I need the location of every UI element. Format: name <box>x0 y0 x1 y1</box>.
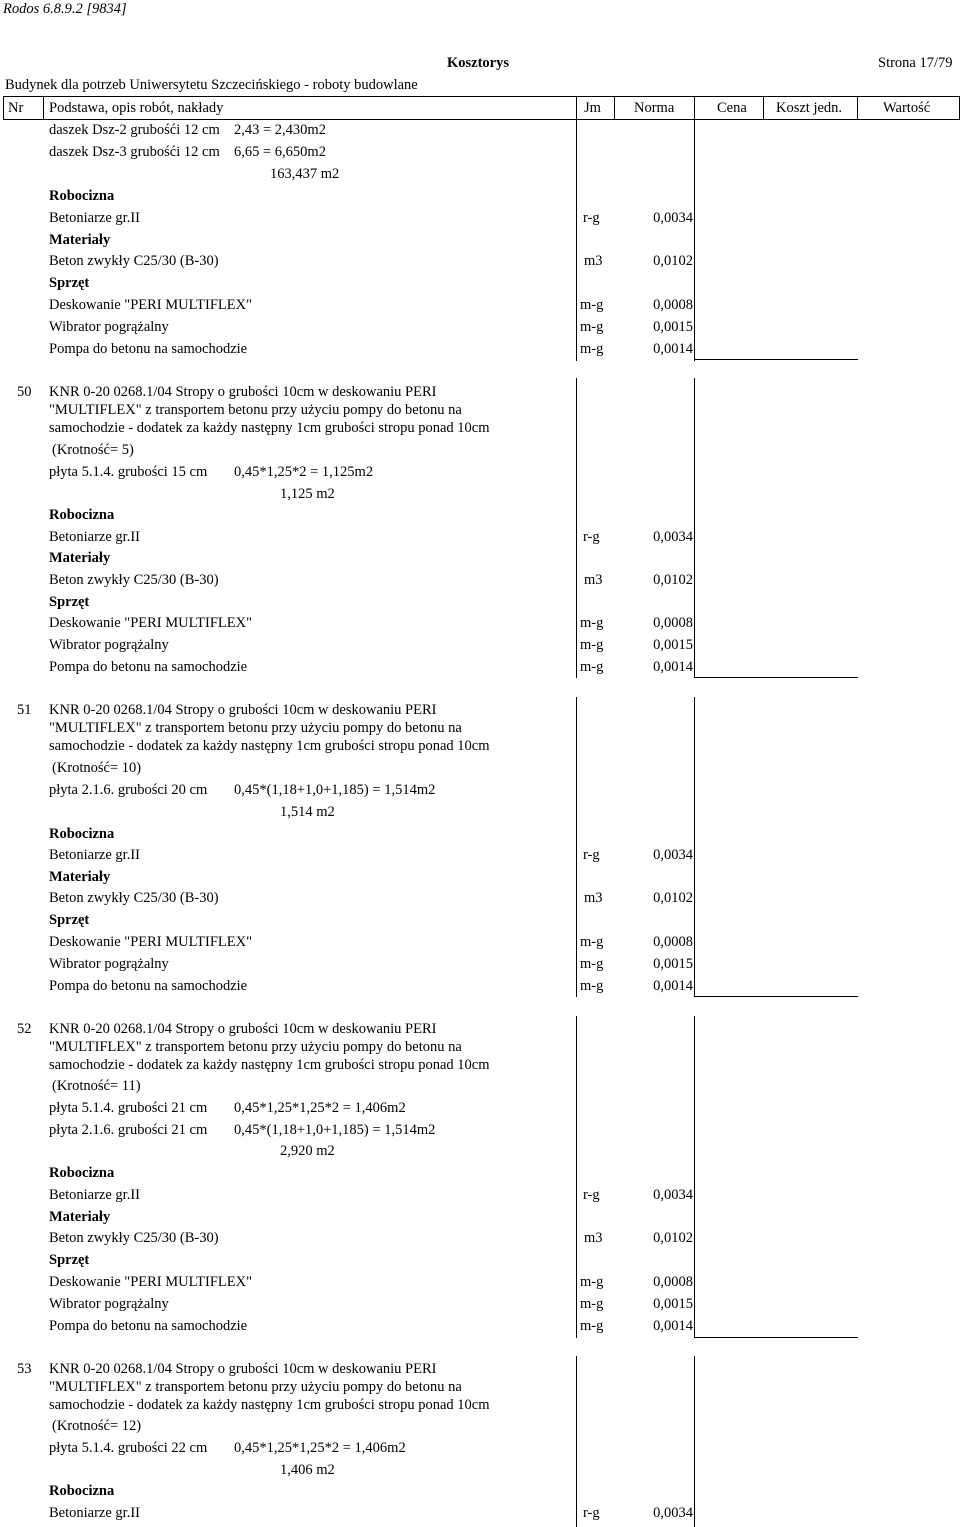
measurement-calc: 0,45*1,25*2 = 1,125m2 <box>234 464 374 480</box>
resource-norm: 0,0014 <box>653 978 693 994</box>
page-number: Strona 17/79 <box>878 55 953 71</box>
measurement-calc: 6,65 = 6,650m2 <box>234 144 326 160</box>
resource-unit: m-g <box>580 956 604 972</box>
measurement-label: płyta 5.1.4. grubości 22 cm <box>49 1440 208 1456</box>
materials-heading: Materiały <box>49 1209 111 1225</box>
item-number: 50 <box>17 384 32 400</box>
resource-norm: 0,0034 <box>653 1505 693 1521</box>
resource-norm: 0,0008 <box>653 1274 693 1290</box>
resource-unit: m-g <box>580 978 604 994</box>
resource-norm: 0,0014 <box>653 341 693 357</box>
labor-heading: Robocizna <box>49 1165 115 1181</box>
resource-unit: m-g <box>580 615 604 631</box>
item-multiplier: (Krotność= 12) <box>52 1418 142 1434</box>
resource-name: Beton zwykły C25/30 (B-30) <box>49 572 219 588</box>
resource-unit: m3 <box>584 890 603 906</box>
item-description-line: samochodzie - dodatek za każdy następny 1cm grubości stropu ponad 10cm <box>49 738 490 754</box>
resource-norm: 0,0102 <box>653 572 693 588</box>
resource-name: Wibrator pogrążalny <box>49 956 169 972</box>
materials-heading: Materiały <box>49 550 111 566</box>
resource-name: Beton zwykły C25/30 (B-30) <box>49 1230 219 1246</box>
resource-name: Beton zwykły C25/30 (B-30) <box>49 253 219 269</box>
item-description-line: "MULTIFLEX" z transportem betonu przy użyciu pompy do betonu na <box>49 720 462 736</box>
col-price-header: Cena <box>717 100 747 116</box>
project-title: Budynek dla potrzeb Uniwersytetu Szczecińskiego - roboty budowlane <box>5 77 418 93</box>
measurement-calc: 0,45*1,25*1,25*2 = 1,406m2 <box>234 1440 406 1456</box>
resource-norm: 0,0015 <box>653 637 693 653</box>
resource-name: Wibrator pogrążalny <box>49 319 169 335</box>
resource-unit: r-g <box>583 210 600 226</box>
resource-norm: 0,0102 <box>653 253 693 269</box>
equipment-heading: Sprzęt <box>49 594 90 610</box>
resource-norm: 0,0102 <box>653 1230 693 1246</box>
resource-norm: 0,0034 <box>653 847 693 863</box>
resource-name: Pompa do betonu na samochodzie <box>49 659 248 675</box>
resource-name: Betoniarze gr.II <box>49 847 140 863</box>
resource-name: Betoniarze gr.II <box>49 529 140 545</box>
resource-name: Pompa do betonu na samochodzie <box>49 978 248 994</box>
measurement-label: płyta 5.1.4. grubości 21 cm <box>49 1100 208 1116</box>
resource-name: Deskowanie "PERI MULTIFLEX" <box>49 1274 253 1290</box>
labor-heading: Robocizna <box>49 826 115 842</box>
labor-heading: Robocizna <box>49 188 115 204</box>
measurement-label: daszek Dsz-2 grubośći 12 cm <box>49 122 220 138</box>
resource-unit: m-g <box>580 297 604 313</box>
item-description-line: "MULTIFLEX" z transportem betonu przy użyciu pompy do betonu na <box>49 1039 462 1055</box>
resource-unit: m-g <box>580 319 604 335</box>
col-value-header: Wartość <box>883 100 931 116</box>
item-number: 52 <box>17 1021 32 1037</box>
measurement-label: płyta 2.1.6. grubości 20 cm <box>49 782 208 798</box>
quantity-total: 1,514 m2 <box>280 804 335 820</box>
resource-norm: 0,0015 <box>653 1296 693 1312</box>
materials-heading: Materiały <box>49 232 111 248</box>
quantity-total: 1,406 m2 <box>280 1462 335 1478</box>
resource-norm: 0,0008 <box>653 934 693 950</box>
measurement-label: daszek Dsz-3 grubośći 12 cm <box>49 144 220 160</box>
resource-norm: 0,0034 <box>653 1187 693 1203</box>
resource-unit: m-g <box>580 659 604 675</box>
item-number: 53 <box>17 1361 32 1377</box>
resource-norm: 0,0015 <box>653 956 693 972</box>
item-description-line: "MULTIFLEX" z transportem betonu przy użyciu pompy do betonu na <box>49 402 462 418</box>
quantity-total: 1,125 m2 <box>280 486 335 502</box>
doc-title: Kosztorys <box>447 55 510 71</box>
measurement-calc: 2,43 = 2,430m2 <box>234 122 326 138</box>
resource-unit: r-g <box>583 529 600 545</box>
item-description-line: samochodzie - dodatek za każdy następny 1cm grubości stropu ponad 10cm <box>49 1057 490 1073</box>
item-description-line: "MULTIFLEX" z transportem betonu przy użyciu pompy do betonu na <box>49 1379 462 1395</box>
resource-name: Wibrator pogrążalny <box>49 637 169 653</box>
resource-unit: m-g <box>580 934 604 950</box>
resource-norm: 0,0034 <box>653 210 693 226</box>
col-norm-header: Norma <box>634 100 675 116</box>
resource-unit: m-g <box>580 1296 604 1312</box>
resource-name: Pompa do betonu na samochodzie <box>49 1318 248 1334</box>
resource-name: Betoniarze gr.II <box>49 1187 140 1203</box>
labor-heading: Robocizna <box>49 507 115 523</box>
resource-unit: m-g <box>580 637 604 653</box>
item-description-line: samochodzie - dodatek za każdy następny 1cm grubości stropu ponad 10cm <box>49 1397 490 1413</box>
resource-unit: r-g <box>583 1505 600 1521</box>
equipment-heading: Sprzęt <box>49 1252 90 1268</box>
col-description-header: Podstawa, opis robót, nakłady <box>49 100 224 116</box>
item-number: 51 <box>17 702 32 718</box>
resource-norm: 0,0014 <box>653 1318 693 1334</box>
resource-norm: 0,0015 <box>653 319 693 335</box>
resource-name: Pompa do betonu na samochodzie <box>49 341 248 357</box>
col-unit-header: Jm <box>584 100 601 116</box>
measurement-calc: 0,45*(1,18+1,0+1,185) = 1,514m2 <box>234 1122 436 1138</box>
item-description-line: KNR 0-20 0268.1/04 Stropy o grubości 10cm w deskowaniu PERI <box>49 1021 437 1037</box>
resource-name: Betoniarze gr.II <box>49 1505 140 1521</box>
resource-name: Betoniarze gr.II <box>49 210 140 226</box>
resource-unit: m-g <box>580 1274 604 1290</box>
resource-unit: m-g <box>580 341 604 357</box>
quantity-total: 163,437 m2 <box>270 166 340 182</box>
resource-name: Deskowanie "PERI MULTIFLEX" <box>49 615 253 631</box>
item-description-line: KNR 0-20 0268.1/04 Stropy o grubości 10cm w deskowaniu PERI <box>49 384 437 400</box>
measurement-label: płyta 2.1.6. grubości 21 cm <box>49 1122 208 1138</box>
measurement-calc: 0,45*(1,18+1,0+1,185) = 1,514m2 <box>234 782 436 798</box>
quantity-total: 2,920 m2 <box>280 1143 335 1159</box>
col-nr-header: Nr <box>8 100 24 116</box>
item-multiplier: (Krotność= 11) <box>52 1078 141 1094</box>
item-description-line: KNR 0-20 0268.1/04 Stropy o grubości 10cm w deskowaniu PERI <box>49 702 437 718</box>
resource-unit: m3 <box>584 253 603 269</box>
resource-unit: m3 <box>584 1230 603 1246</box>
item-multiplier: (Krotność= 10) <box>52 760 142 776</box>
program-label: Rodos 6.8.9.2 [9834] <box>3 1 127 17</box>
measurement-calc: 0,45*1,25*1,25*2 = 1,406m2 <box>234 1100 406 1116</box>
resource-unit: m3 <box>584 572 603 588</box>
resource-norm: 0,0034 <box>653 529 693 545</box>
item-description-line: KNR 0-20 0268.1/04 Stropy o grubości 10cm w deskowaniu PERI <box>49 1361 437 1377</box>
resource-unit: m-g <box>580 1318 604 1334</box>
resource-name: Beton zwykły C25/30 (B-30) <box>49 890 219 906</box>
resource-unit: r-g <box>583 847 600 863</box>
resource-norm: 0,0102 <box>653 890 693 906</box>
resource-unit: r-g <box>583 1187 600 1203</box>
resource-norm: 0,0014 <box>653 659 693 675</box>
equipment-heading: Sprzęt <box>49 275 90 291</box>
item-description-line: samochodzie - dodatek za każdy następny 1cm grubości stropu ponad 10cm <box>49 420 490 436</box>
item-multiplier: (Krotność= 5) <box>52 442 134 458</box>
measurement-label: płyta 5.1.4. grubości 15 cm <box>49 464 208 480</box>
resource-name: Deskowanie "PERI MULTIFLEX" <box>49 934 253 950</box>
resource-name: Deskowanie "PERI MULTIFLEX" <box>49 297 253 313</box>
resource-norm: 0,0008 <box>653 297 693 313</box>
materials-heading: Materiały <box>49 869 111 885</box>
resource-name: Wibrator pogrążalny <box>49 1296 169 1312</box>
equipment-heading: Sprzęt <box>49 912 90 928</box>
col-unit-cost-header: Koszt jedn. <box>776 100 843 116</box>
resource-norm: 0,0008 <box>653 615 693 631</box>
labor-heading: Robocizna <box>49 1483 115 1499</box>
